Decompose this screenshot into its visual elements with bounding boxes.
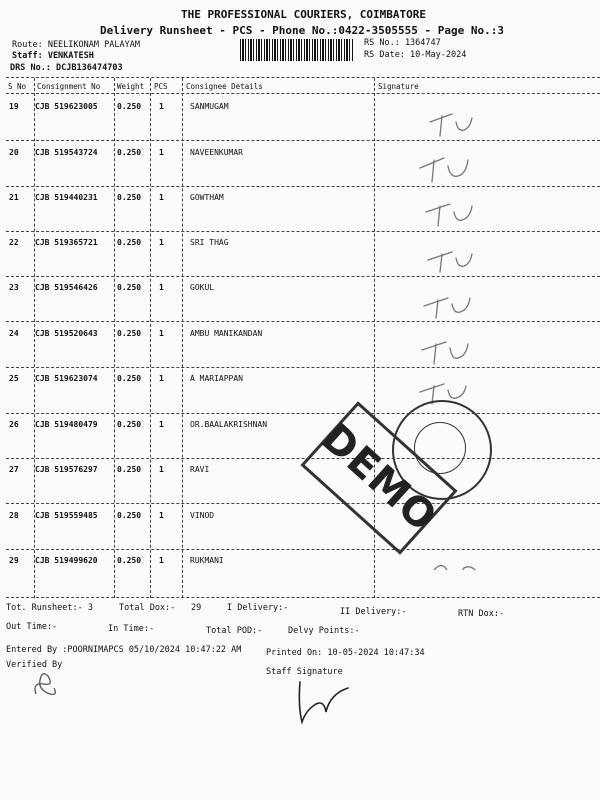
row-25-weight: 0.250 xyxy=(117,374,142,383)
entered-by: Entered By :POORNIMAPCS 05/10/2024 10:47:22 AM xyxy=(6,645,242,655)
row-24-consignment: CJB 519520643 xyxy=(35,329,98,338)
row-22-sno: 22 xyxy=(9,238,19,247)
row-26-weight: 0.250 xyxy=(117,420,142,429)
row-26-consignment: CJB 519480479 xyxy=(35,420,98,429)
table-bottom-rule xyxy=(6,597,600,598)
barcode-image xyxy=(240,39,354,61)
staff-signature-label: Staff Signature xyxy=(266,667,343,677)
row-24-consignee: AMBU MANIKANDAN xyxy=(190,329,263,338)
col-pcs: PCS xyxy=(154,82,168,91)
rtn-dox: RTN Dox:- xyxy=(458,609,505,619)
table-header-rule xyxy=(6,93,600,94)
out-time: Out Time:- xyxy=(6,622,58,632)
row-29-weight: 0.250 xyxy=(117,556,142,565)
staff-label: Staff: VENKATESH xyxy=(12,51,94,61)
row-23-sno: 23 xyxy=(9,283,19,292)
row-20-weight: 0.250 xyxy=(117,148,142,157)
row-27-pcs: 1 xyxy=(159,465,164,474)
row-28-consignee: VINOD xyxy=(190,511,215,520)
row-23-weight: 0.250 xyxy=(117,283,142,292)
verified-by: Verified By xyxy=(6,660,63,670)
ii-delivery: II Delivery:- xyxy=(340,607,407,617)
col-divider-2 xyxy=(114,78,115,598)
row-25-consignment: CJB 519623074 xyxy=(35,374,98,383)
demo-stamp-text: DEMO xyxy=(312,414,446,542)
col-divider-3 xyxy=(150,78,151,598)
row-25-consignee: A MARIAPPAN xyxy=(190,374,243,383)
row-28-consignment: CJB 519559485 xyxy=(35,511,98,520)
row-26-consignee: OR.BAALAKRISHNAN xyxy=(190,420,268,429)
tot-runsheet: Tot. Runsheet:- 3 xyxy=(6,603,93,613)
row-27-weight: 0.250 xyxy=(117,465,142,474)
row-28-pcs: 1 xyxy=(159,511,164,520)
row-23-pcs: 1 xyxy=(159,283,164,292)
col-consignment: Consignment No xyxy=(37,82,101,91)
row-27-consignee: RAVI xyxy=(190,465,210,474)
row-21-pcs: 1 xyxy=(159,193,164,202)
row-27-sno: 27 xyxy=(9,465,19,474)
row-22-consignment: CJB 519365721 xyxy=(35,238,98,247)
row-19-consignee: SANMUGAM xyxy=(190,102,229,111)
row-21-weight: 0.250 xyxy=(117,193,142,202)
col-sno: S No xyxy=(8,82,27,91)
row-19-consignment: CJB 519623005 xyxy=(35,102,98,111)
row-23-consignment: CJB 519546426 xyxy=(35,283,98,292)
row-25-pcs: 1 xyxy=(159,374,164,383)
row-22-weight: 0.250 xyxy=(117,238,142,247)
in-time: In Time:- xyxy=(108,624,155,634)
company-title: THE PROFESSIONAL COURIERS, COIMBATORE xyxy=(181,8,427,21)
row-24-pcs: 1 xyxy=(159,329,164,338)
i-delivery: I Delivery:- xyxy=(227,603,289,613)
row-21-sno: 21 xyxy=(9,193,19,202)
row-19-sno: 19 xyxy=(9,102,19,111)
rs-date: RS Date: 10-May-2024 xyxy=(364,50,467,60)
row-26-sno: 26 xyxy=(9,420,19,429)
row-24-weight: 0.250 xyxy=(117,329,142,338)
col-signature: Signature xyxy=(378,82,419,91)
total-dox-label: Total Dox:- xyxy=(119,603,176,613)
printed-on: Printed On: 10-05-2024 10:47:34 xyxy=(266,648,425,658)
row-21-consignment: CJB 519440231 xyxy=(35,193,98,202)
row-20-consignment: CJB 519543724 xyxy=(35,148,98,157)
total-pod: Total POD:- xyxy=(206,626,263,636)
row-27-consignment: CJB 519576297 xyxy=(35,465,98,474)
col-consignee: Consignee Details xyxy=(186,82,263,91)
drs-number: DRS No.: DCJB136474703 xyxy=(10,63,123,73)
col-weight: Weight xyxy=(117,82,145,91)
rs-number: RS No.: 1364747 xyxy=(364,38,441,48)
row-20-consignee: NAVEENKUMAR xyxy=(190,148,243,157)
row-22-pcs: 1 xyxy=(159,238,164,247)
row-26-pcs: 1 xyxy=(159,420,164,429)
row-24-sno: 24 xyxy=(9,329,19,338)
delvy-points: Delvy Points:- xyxy=(288,626,360,636)
row-21-consignee: GOWTHAM xyxy=(190,193,224,202)
row-29-sno: 29 xyxy=(9,556,19,565)
table-top-rule xyxy=(6,77,600,78)
route-label: Route: NEELIKONAM PALAYAM xyxy=(12,40,140,50)
row-19-weight: 0.250 xyxy=(117,102,142,111)
row-28-sno: 28 xyxy=(9,511,19,520)
row-20-sno: 20 xyxy=(9,148,19,157)
staff-signature-icon xyxy=(288,676,358,728)
runsheet-subtitle: Delivery Runsheet - PCS - Phone No.:0422-3505555 - Page No.:3 xyxy=(100,24,504,37)
row-29-consignment: CJB 519499620 xyxy=(35,556,98,565)
row-29-consignee: RUKMANI xyxy=(190,556,224,565)
row-20-pcs: 1 xyxy=(159,148,164,157)
total-dox-value: 29 xyxy=(191,603,202,613)
row-23-consignee: GOKUL xyxy=(190,283,215,292)
row-25-sno: 25 xyxy=(9,374,19,383)
verified-signature-icon xyxy=(28,668,68,702)
col-divider-4 xyxy=(182,78,183,598)
row-28-weight: 0.250 xyxy=(117,511,142,520)
row-22-consignee: SRI THAG xyxy=(190,238,229,247)
row-29-pcs: 1 xyxy=(159,556,164,565)
row-19-pcs: 1 xyxy=(159,102,164,111)
